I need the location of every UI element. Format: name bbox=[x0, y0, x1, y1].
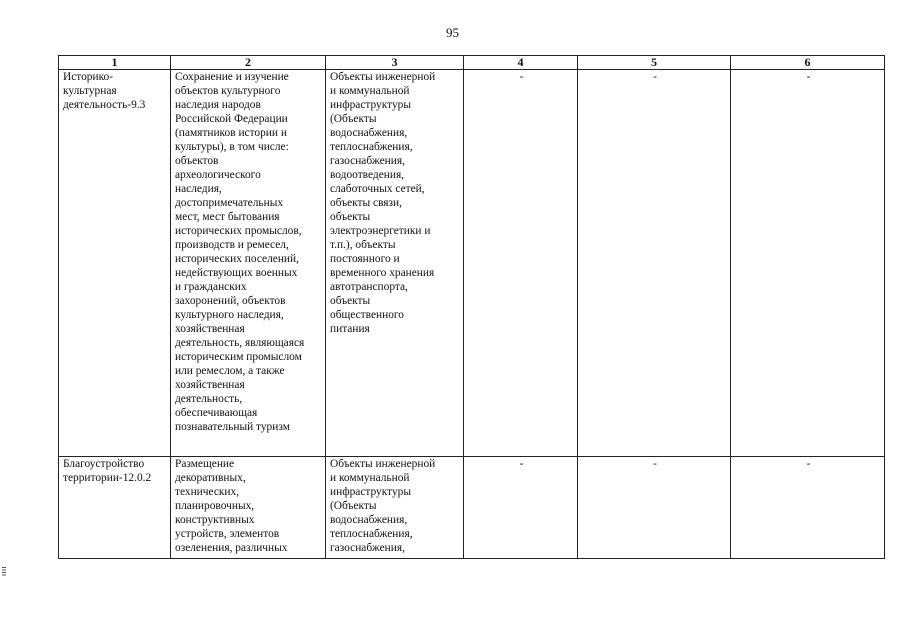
auxiliary-objects-cell bbox=[326, 457, 464, 559]
column-header-3: 3 bbox=[326, 56, 464, 70]
land-use-type-text: Историко- культурная деятельность-9.3 bbox=[63, 71, 146, 111]
column-header-6: 6 bbox=[731, 56, 885, 70]
land-use-type-cell bbox=[59, 70, 171, 457]
scan-margin-mark bbox=[2, 567, 6, 577]
column-4-cell: - bbox=[464, 457, 578, 559]
column-header-1: 1 bbox=[59, 56, 171, 70]
column-header-4: 4 bbox=[464, 56, 578, 70]
land-use-table bbox=[58, 55, 885, 559]
page-number: 95 bbox=[446, 25, 459, 40]
description-text: Сохранение и изучение объектов культурного наследия народов Российской Федерации (памятников истории и культуры), в том числе: объектов археологического наследия, достопримечательных мест, мест бытования исторических промыслов, производств и ремесел, исторических поселений, недействующих военных и гражданских захоронений, объектов культурного наследия, хозяйственная деятельность, являющаяся историческим промыслом или ремеслом, а также хозяйственная деятельность, обеспечивающая познавательный туризм bbox=[175, 71, 305, 433]
auxiliary-objects-text: Объекты инженерной и коммунальной инфраструктуры (Объекты водоснабжения, теплоснабжения, газоснабжения, bbox=[330, 458, 436, 554]
column-5-cell: - bbox=[578, 70, 731, 457]
auxiliary-objects-cell bbox=[326, 70, 464, 457]
column-6-cell: - bbox=[731, 457, 885, 559]
table-row bbox=[59, 70, 885, 457]
description-cell bbox=[171, 457, 326, 559]
auxiliary-objects-text: Объекты инженерной и коммунальной инфраструктуры (Объекты водоснабжения, теплоснабжения, газоснабжения, водоотведения, слаботочных сетей, объекты связи, объекты электроэнергетики и т.п.), объекты постоянного и временного хранения автотранспорта, объекты общественного питания bbox=[330, 71, 436, 335]
column-5-cell: - bbox=[578, 457, 731, 559]
header-row bbox=[59, 56, 885, 70]
column-6-cell: - bbox=[731, 70, 885, 457]
column-4-cell: - bbox=[464, 70, 578, 457]
land-use-type-cell bbox=[59, 457, 171, 559]
description-cell bbox=[171, 70, 326, 457]
table-row bbox=[59, 457, 885, 559]
land-use-type-text: Благоустройство территории-12.0.2 bbox=[63, 458, 152, 484]
column-header-5: 5 bbox=[578, 56, 731, 70]
column-header-2: 2 bbox=[171, 56, 326, 70]
description-text: Размещение декоративных, технических, планировочных, конструктивных устройств, элементов озеленения, различных bbox=[175, 458, 288, 554]
